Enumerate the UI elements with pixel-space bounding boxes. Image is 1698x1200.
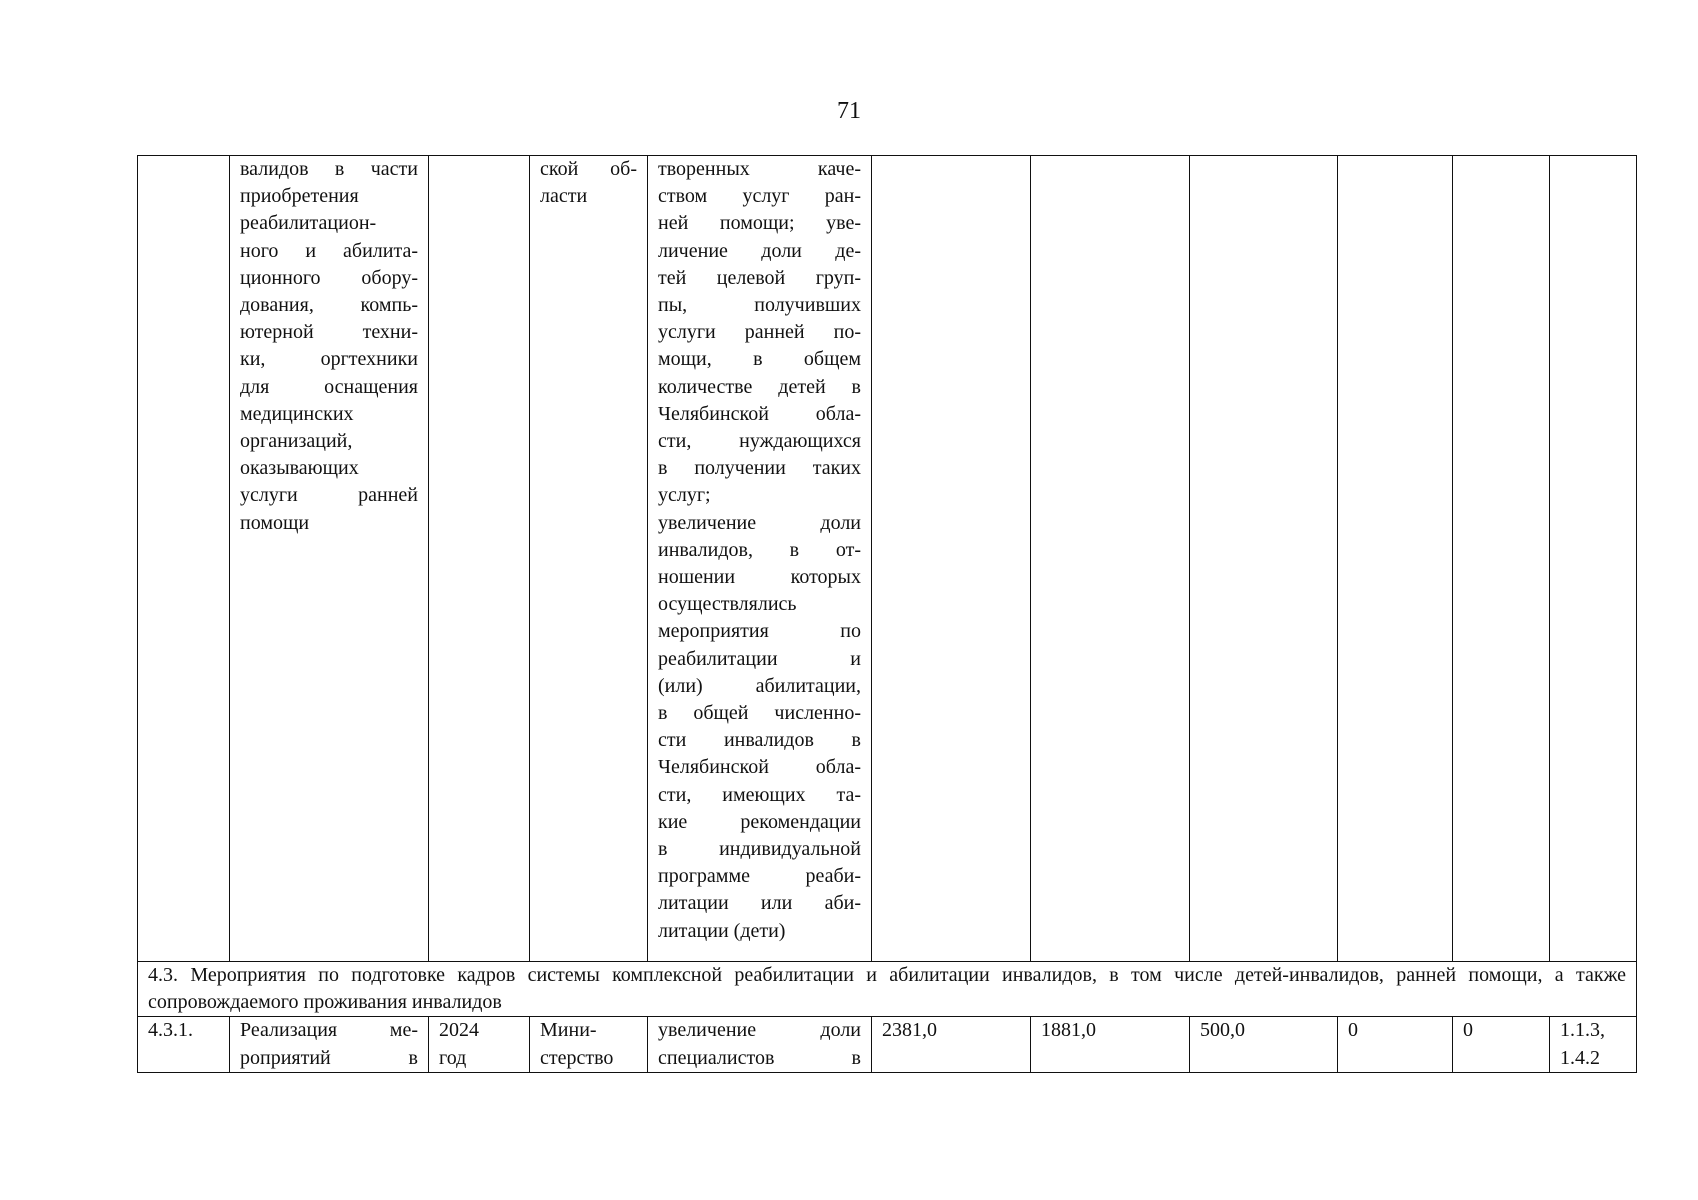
measure-line: приобретения	[240, 185, 359, 208]
result-line: количестве детей в	[658, 375, 861, 398]
cell-measure	[230, 1017, 429, 1073]
cell-total	[872, 1017, 1031, 1073]
other-value: 0	[1463, 1019, 1473, 1042]
result-line: сти, имеющих та-	[658, 783, 861, 806]
result-line: литации или аби-	[658, 892, 861, 915]
result-line: в индивидуальной	[658, 838, 861, 861]
cell-measure	[230, 156, 429, 962]
cell-indicators	[1550, 1017, 1637, 1073]
cell-result	[648, 156, 872, 962]
measure-line: реабилитацион-	[240, 212, 377, 235]
result-line: Челябинской обла-	[658, 756, 861, 779]
cell-period	[429, 1017, 530, 1073]
cell-number	[138, 156, 230, 962]
result-line: Челябинской обла-	[658, 402, 861, 425]
result-line: ношении которых	[658, 566, 861, 589]
measure-line: организаций,	[240, 430, 353, 453]
result-line: программе реаби-	[658, 865, 861, 888]
cell-period	[429, 156, 530, 962]
cell-local	[1338, 156, 1453, 962]
result-line: мероприятия по	[658, 620, 861, 643]
executor-line: стерство	[540, 1046, 614, 1069]
cell-regional	[1190, 156, 1338, 962]
indicator-line: 1.4.2	[1560, 1046, 1600, 1069]
result-line: (или) абилитации,	[658, 674, 861, 697]
measure-line: валидов в части	[240, 158, 418, 180]
cell-other	[1453, 156, 1550, 962]
result-line: услуг;	[658, 484, 711, 507]
cell-total	[872, 156, 1031, 962]
measure-line: услуги ранней	[240, 484, 418, 507]
result-line: в получении таких	[658, 457, 861, 480]
result-line: личение доли де-	[658, 239, 861, 262]
executor-line: Мини-	[540, 1019, 597, 1042]
cell-result	[648, 1017, 872, 1073]
result-line: тей целевой груп-	[658, 266, 861, 289]
measure-line: ционного обору-	[240, 266, 418, 289]
program-measures-table	[137, 155, 1637, 1073]
result-line: увеличение доли	[658, 511, 861, 534]
total-value: 2381,0	[882, 1019, 937, 1042]
measure-line: помощи	[240, 511, 310, 534]
measure-line: медицинских	[240, 402, 354, 425]
result-line: услуги ранней по-	[658, 321, 861, 344]
page-number: 71	[837, 98, 861, 124]
measure-line: роприятий в	[240, 1046, 418, 1069]
result-line: творенных каче-	[658, 158, 861, 180]
result-line: увеличение доли	[658, 1019, 861, 1042]
cell-other	[1453, 1017, 1550, 1073]
federal-value: 1881,0	[1041, 1019, 1096, 1042]
result-line: специалистов в	[658, 1046, 861, 1069]
continuation-row	[138, 156, 1637, 962]
result-line: мощи, в общем	[658, 348, 861, 371]
period-line: 2024	[439, 1019, 479, 1042]
section-title	[138, 962, 1637, 1017]
cell-federal	[1031, 156, 1190, 962]
cell-executor	[530, 156, 648, 962]
result-line: реабилитации и	[658, 647, 861, 670]
cell-indicators	[1550, 156, 1637, 962]
result-line: инвалидов, в от-	[658, 538, 861, 561]
result-line: осуществлялись	[658, 593, 797, 616]
cell-federal	[1031, 1017, 1190, 1073]
executor-line: ской об-	[540, 158, 637, 180]
result-line: в общей численно-	[658, 702, 861, 725]
measure-line: ного и абилита-	[240, 239, 418, 262]
row-number: 4.3.1.	[148, 1019, 193, 1042]
table-row	[138, 1017, 1637, 1073]
cell-local	[1338, 1017, 1453, 1073]
result-line: кие рекомендации	[658, 810, 861, 833]
result-line: ством услуг ран-	[658, 185, 861, 208]
result-line: пы, получивших	[658, 294, 861, 317]
measure-line: Реализация ме-	[240, 1019, 418, 1042]
section-header-row	[138, 962, 1637, 1017]
indicator-line: 1.1.3,	[1560, 1019, 1605, 1042]
cell-executor	[530, 1017, 648, 1073]
measure-line: ки, оргтехники	[240, 348, 418, 371]
result-line: сти инвалидов в	[658, 729, 861, 752]
period-line: год	[439, 1046, 467, 1069]
cell-number	[138, 1017, 230, 1073]
result-line: ней помощи; уве-	[658, 212, 861, 235]
measure-line: для оснащения	[240, 375, 418, 398]
result-line: литации (дети)	[658, 919, 786, 942]
regional-value: 500,0	[1200, 1019, 1245, 1042]
measure-line: оказывающих	[240, 457, 359, 480]
section-title-text: 4.3. Мероприятия по подготовке кадров системы комплексной реабилитации и абилитации инвалидов, в том числе детей-инвалидов, ранней помощи, а также сопровождаемого проживания инвалидов	[148, 964, 1626, 1014]
executor-line: ласти	[540, 185, 588, 208]
cell-regional	[1190, 1017, 1338, 1073]
measure-line: дования, компь-	[240, 294, 418, 317]
measure-line: ютерной техни-	[240, 321, 418, 344]
local-value: 0	[1348, 1019, 1358, 1042]
result-line: сти, нуждающихся	[658, 430, 861, 453]
